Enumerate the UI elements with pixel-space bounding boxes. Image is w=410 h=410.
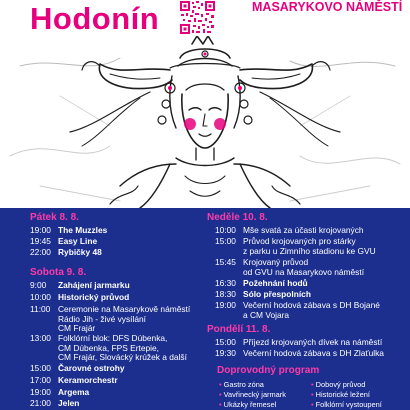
schedule-row: 10:00 Historický průvod	[30, 292, 130, 302]
side-program-heading: Doprovodný program	[217, 365, 320, 376]
page-title: Hodonín	[30, 1, 160, 36]
day-heading: Sobota 9. 8.	[30, 267, 87, 278]
day-heading: Neděle 10. 8.	[207, 212, 268, 223]
side-program-item: • Ukázky řemesel	[219, 400, 276, 409]
side-program-item: • Vavřinecký jarmark	[219, 390, 286, 399]
side-program-item: • Folklórní vystoupení	[311, 400, 382, 409]
schedule-row: 15:00 Čarovné ostrohy	[30, 363, 125, 373]
schedule-row: 19:00 The Muzzles	[30, 225, 108, 235]
schedule-row: 15:00 Průvod krojovaných pro stárky z parku u Zimního stadionu ke GVU	[215, 236, 376, 256]
qr-code	[179, 0, 216, 35]
schedule-row: 19:00 Večerní hodová zábava s DH Bojané a CM Vojara	[215, 300, 380, 320]
schedule-row: 22:00 Rybičky 48	[30, 247, 102, 257]
schedule-row: 11:00 Ceremonie na Masarykově náměstí Rádio Jih - živé vysílání CM Frajár	[30, 304, 191, 334]
schedule-row: 17:00 Keramorchestr	[30, 375, 118, 385]
schedule-row: 15:00 Příjezd krojovaných dívek na náměstí	[215, 337, 383, 347]
day-heading: Pondělí 11. 8.	[207, 324, 271, 335]
day-heading: Pátek 8. 8.	[30, 212, 79, 223]
schedule-row: 10:00 Mše svatá za účasti krojovaných	[215, 225, 364, 235]
schedule-row: 19:30 Večerní hodová zábava s DH Zlaťulka	[215, 348, 384, 358]
venue-label: MASARYKOVO NÁMĚSTÍ	[252, 0, 403, 14]
side-program-item: • Gastro zóna	[219, 380, 264, 389]
schedule-row: 13:00 Folklórní blok: DFS Dúbenka, CM Dúbenka, FPS Ertepie, CM Frajár, Slovácký krúžek a další	[30, 333, 187, 363]
schedule-panel	[0, 208, 410, 410]
folk-girl-illustration	[0, 36, 410, 208]
schedule-row: 19:00 Argema	[30, 387, 90, 397]
side-program-item: • Dobový průvod	[311, 380, 365, 389]
schedule-row: 15:45 Krojovaný průvod od GVU na Masarykovo náměstí	[215, 257, 365, 277]
schedule-row: 19:45 Easy Line	[30, 236, 98, 246]
schedule-row: 21:00 Jelen	[30, 398, 80, 408]
schedule-row: 9:00 Zahájení jarmarku	[30, 280, 130, 290]
schedule-row: 16:30 Požehnání hodů	[215, 278, 308, 288]
side-program-item: • Historické ležení	[311, 390, 370, 399]
schedule-row: 18:30 Sólo přespolních	[215, 289, 311, 299]
